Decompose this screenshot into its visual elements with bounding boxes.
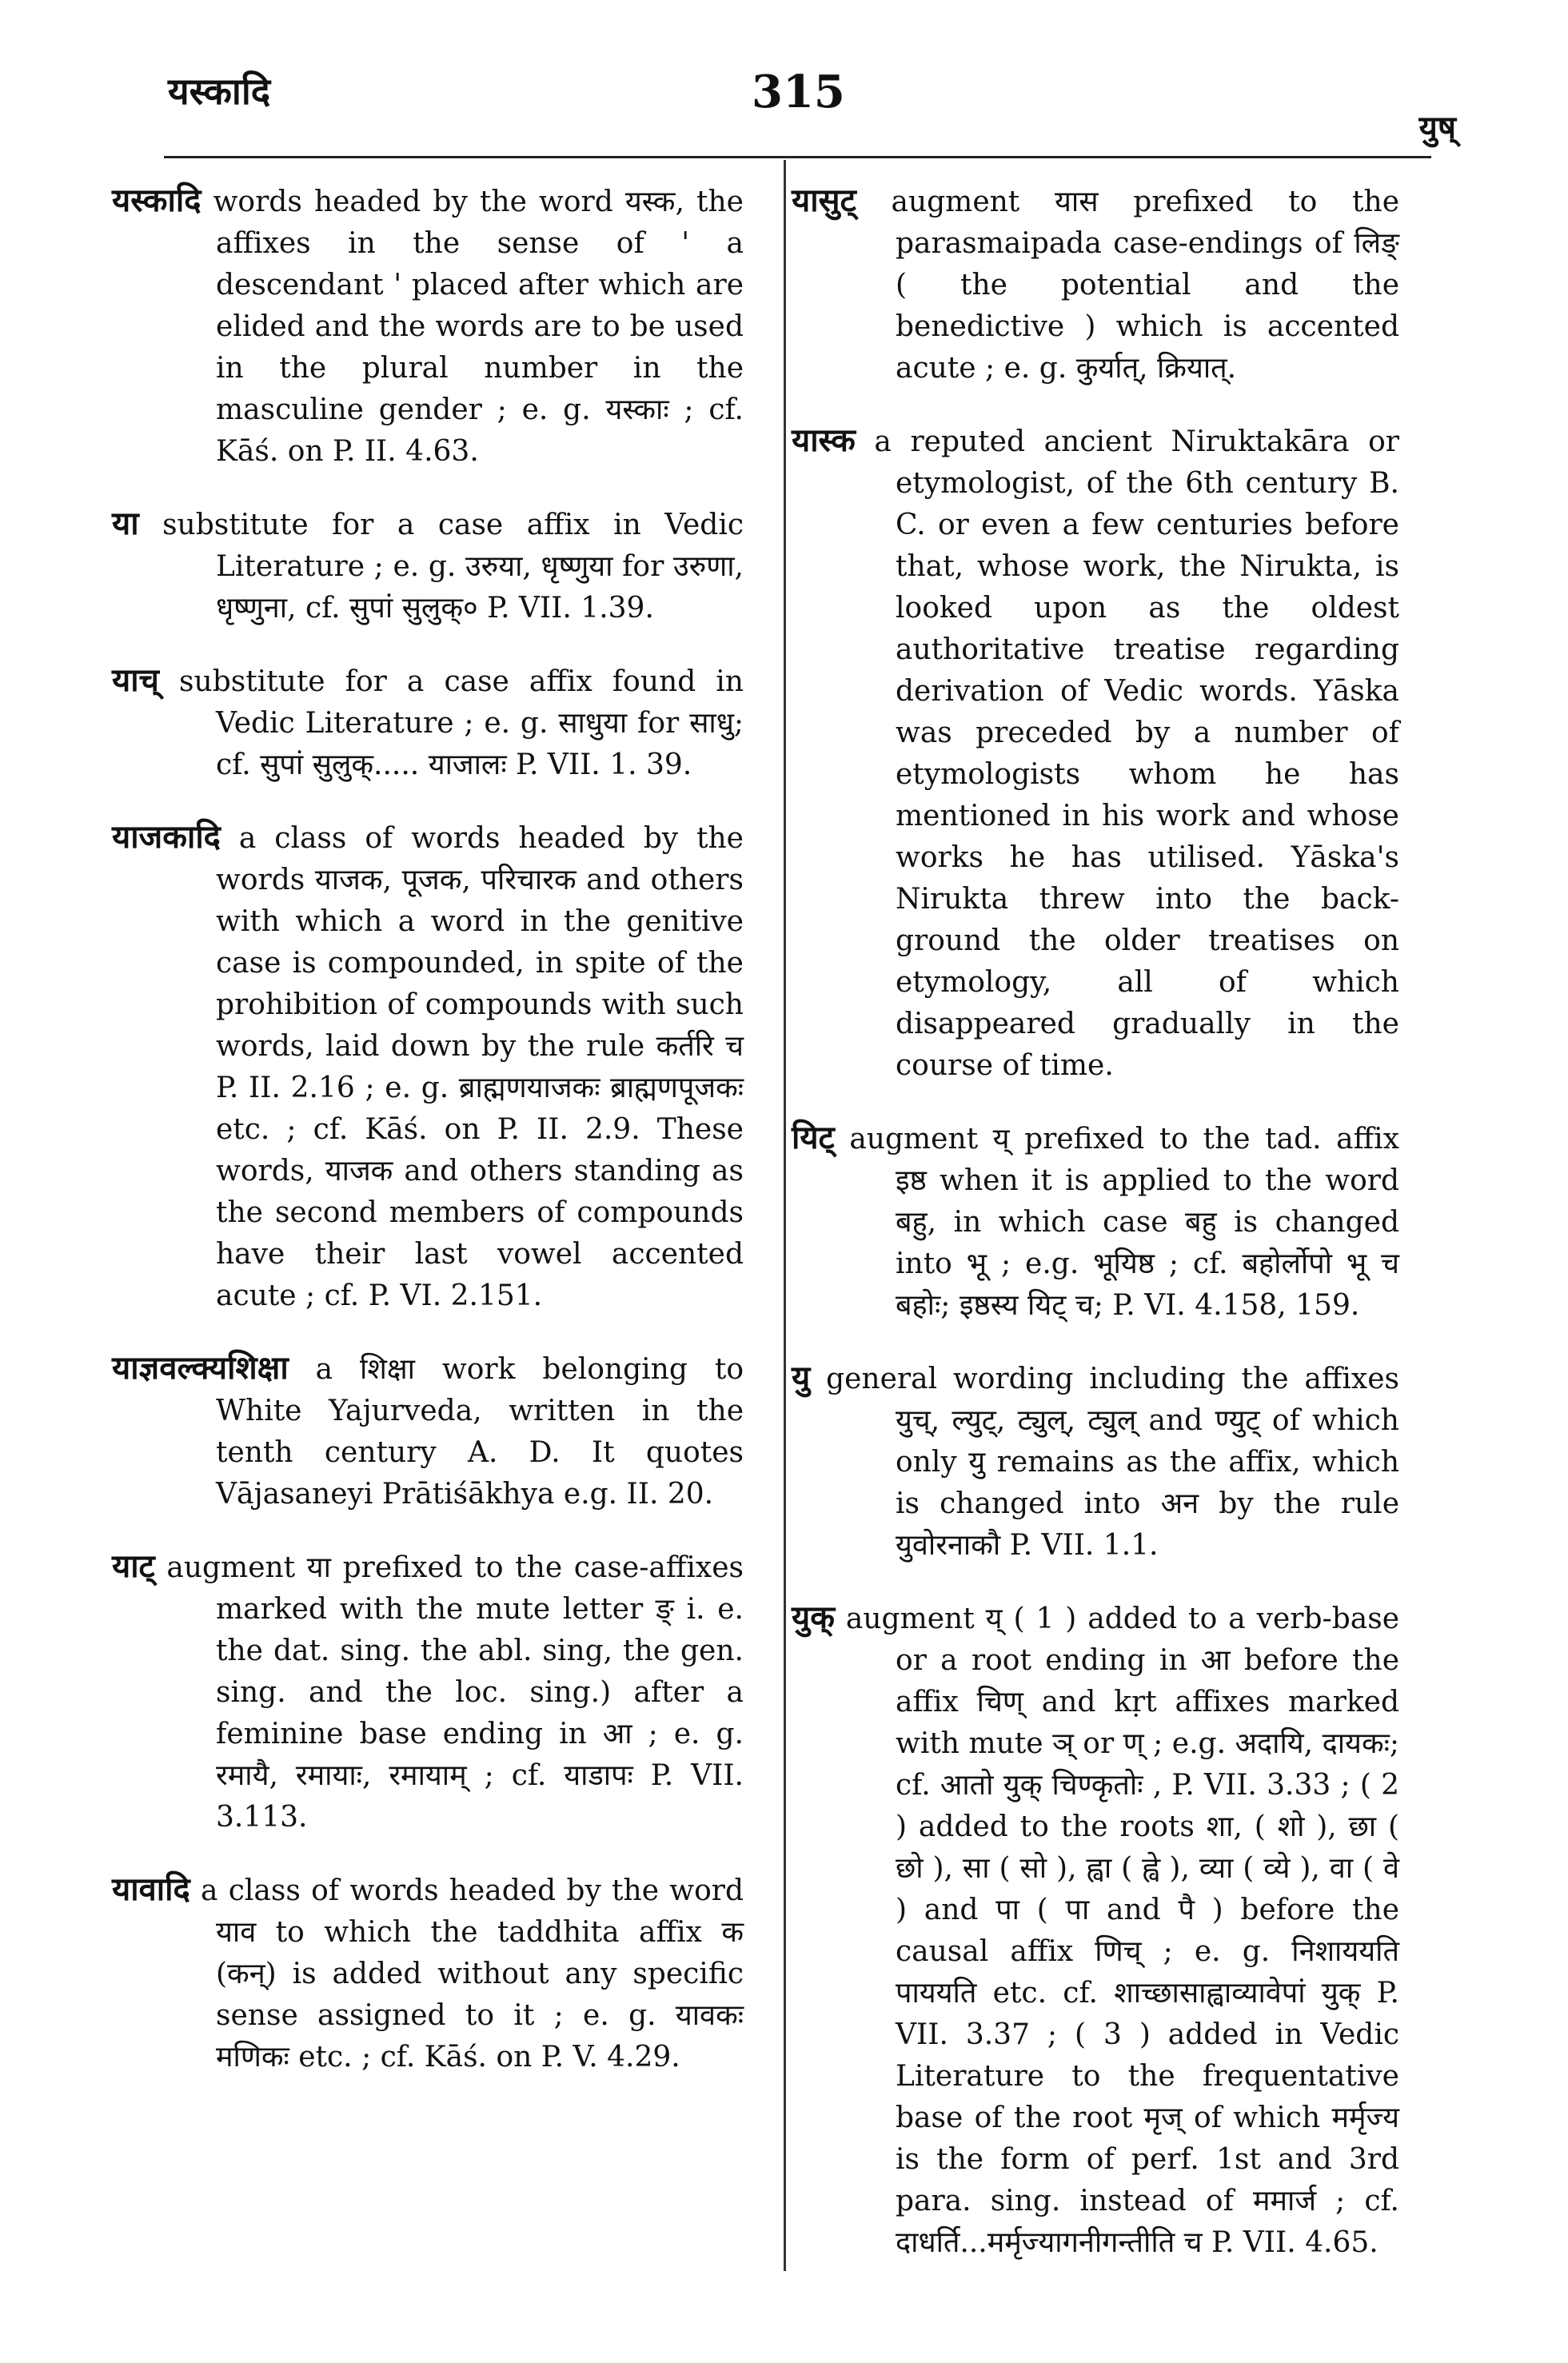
entry-headword: यिट् <box>792 1119 835 1156</box>
column-divider <box>784 160 786 2271</box>
entry-yajnavalkya-siksa <box>112 1347 744 1515</box>
entry-headword: यु <box>792 1359 811 1396</box>
entry-headword: यासुट् <box>792 182 856 219</box>
left-column <box>112 180 744 2109</box>
entry-yac <box>112 660 744 786</box>
entry-text: augment य् ( 1 ) added to a verb-base or a root ending in आ before the affix चिण् and kṛt affixes marked with mute ञ् or ण् ; e.g. अदायि, दायकः; cf. आतो युक् चिण्कृतोः , P. VII. 3.33 ; ( 2 ) added to the roots शा, ( शो ), छा ( छो ), सा ( सो ), ह्वा ( ह्वे ), व्या ( व्ये ), वा ( वे ) and पा ( पा and पै ) before the causal affix णिच् ; e. g. निशाययति पाययति etc. cf. शाच्छासाह्वाव्यावेपां युक् P. VII. 3.37 ; ( 3 ) added in Vedic Literature to the frequentative base of the root मृज् of which मर्मृज्य is the form of perf. 1st and 3rd para. sing. instead of ममार्ज ; cf. दाधर्ति...मर्मृज्यागनीगन्तीति च P. VII. 4.65. <box>845 1603 1399 2259</box>
entry-headword: याजकादि <box>112 818 221 856</box>
running-head-right: युष् <box>1418 109 1456 146</box>
entry-yuk <box>792 1597 1399 2264</box>
entry-yu <box>792 1357 1399 1567</box>
entry-ya <box>112 503 744 629</box>
entry-headword: याच् <box>112 661 159 699</box>
entry-headword: यास्क <box>792 421 856 459</box>
entry-text: words headed by the word यस्क, the affixes in the sense of ' a descendant ' placed after which are elided and the words are to be used in the plural number in the masculine gender ; e. g. यस्काः ; cf. Kāś. on P. II. 4.63. <box>213 186 744 468</box>
entry-text: a reputed ancient Niruktakāra or etymologist, of the 6th century B. C. or even a few centuries before that, whose work, the Nirukta, is looked upon as the oldest authoritative treatise regarding derivation of Vedic words. Yāska was preceded by a number of etymologists whom he has mentioned in his work and whose works he has utilised. Yāska's Nirukta threw into the back-ground the older treatises on etymology, all of which disappeared gradually in the course of time. <box>874 425 1399 1082</box>
entry-text: substitute for a case affix found in Vedic Literature ; e. g. साधुया for साधु; cf. सुपां सुलुक्..... याजालः P. VII. 1. 39. <box>179 665 744 781</box>
entry-yaskadi <box>112 180 744 473</box>
entry-text: augment यास prefixed to the parasmaipada case-endings of लिङ् ( the potential and the benedictive ) which is accented acute ; e. g. कुर्यात्, क्रियात्. <box>891 186 1399 385</box>
entry-text: a class of words headed by the word याव to which the taddhita affix क (कन्) is added without any specific sense assigned to it ; e. g. यावकः मणिकः etc. ; cf. Kāś. on P. V. 4.29. <box>201 1874 744 2074</box>
running-head-left: यस्कादि <box>168 70 271 113</box>
entry-yavadi <box>112 1869 744 2078</box>
entry-headword: युक् <box>792 1599 835 1636</box>
right-column <box>792 180 1399 2294</box>
entry-text: substitute for a case affix in Vedic Literature ; e. g. उरुया, धृष्णुया for उरुणा, धृष्णुना, cf. सुपां सुलुक्० P. VII. 1.39. <box>162 509 744 625</box>
entry-yasut <box>792 180 1399 389</box>
entry-text: a शिक्षा work belonging to White Yajurveda, written in the tenth century A. D. It quotes Vājasaneyi Prātiśākhya e.g. II. 20. <box>216 1353 744 1511</box>
entry-text: augment या prefixed to the case-affixes marked with the mute letter ङ् i. e. the dat. sing. the abl. sing, the gen. sing. and the loc. sing.) after a feminine base ending in आ ; e. g. रमायै, रमायाः, रमायाम् ; cf. याडापः P. VII. 3.113. <box>166 1551 744 1834</box>
entry-yat <box>112 1546 744 1838</box>
entry-headword: या <box>112 505 139 542</box>
entry-text: general wording including the affixes युच्, ल्युट्, ट्युल्, ट्युल् and ण्युट् of which only यु remains as the affix, which is changed into अन by the rule युवोरनाकौ P. VII. 1.1. <box>826 1363 1399 1562</box>
header-rule <box>164 156 1431 158</box>
page-number: 315 <box>752 66 845 118</box>
entry-headword: याट् <box>112 1547 155 1585</box>
entry-text: augment य् prefixed to the tad. affix इष्ठ when it is applied to the word बहु, in which case बहु is changed into भू ; e.g. भूयिष्ठ ; cf. बहोर्लोपो भू च बहोः; इष्ठस्य यिट् च; P. VI. 4.158, 159. <box>849 1123 1399 1322</box>
entry-headword: यावादि <box>112 1870 190 1908</box>
entry-headword: याज्ञवल्क्यशिक्षा <box>112 1349 289 1387</box>
entry-text: a class of words headed by the words याजक, पूजक, परिचारक and others with which a word in the genitive case is compounded, in spite of the prohibition of compounds with such words, laid down by the rule कर्तरि च P. II. 2.16 ; e. g. ब्राह्मणयाजकः ब्राह्मणपूजकः etc. ; cf. Kāś. on P. II. 2.9. These words, याजक and others standing as the second members of compounds have their last vowel accented acute ; cf. P. VI. 2.151. <box>216 822 744 1312</box>
entry-yit <box>792 1117 1399 1327</box>
entry-headword: यस्कादि <box>112 182 201 219</box>
entry-yaska <box>792 420 1399 1087</box>
entry-yajakadi <box>112 816 744 1317</box>
